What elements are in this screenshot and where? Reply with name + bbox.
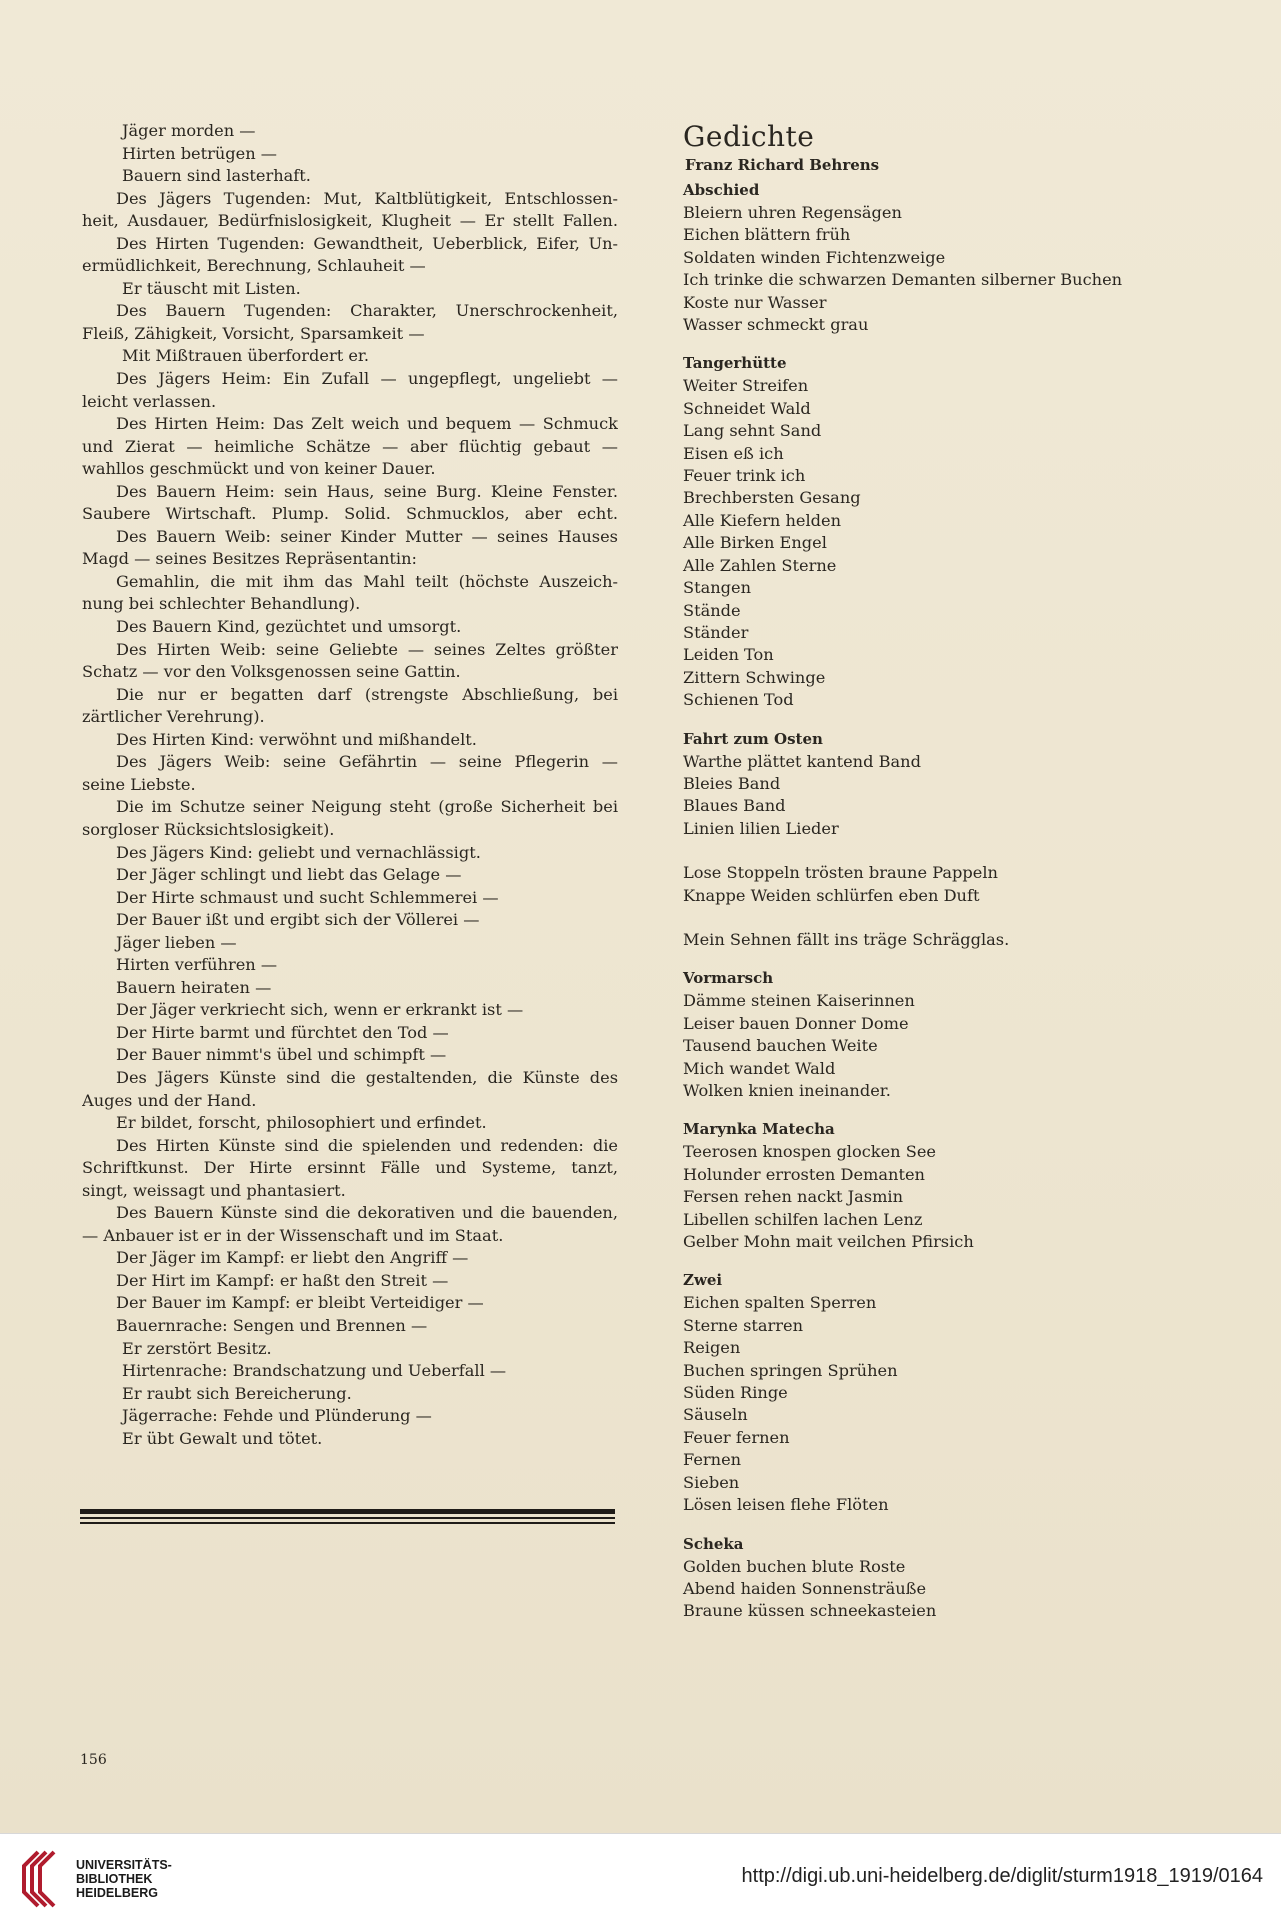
prose-line: wahllos geschmückt und von keiner Dauer. (82, 459, 436, 479)
prose-line: Bauern sind lasterhaft. (122, 166, 311, 186)
prose-line: heit, Ausdauer, Bedürfnislosigkeit, Klugheit — Er stellt Fallen. (82, 211, 618, 231)
poem (683, 727, 1203, 952)
prose-line: Er täuscht mit Listen. (122, 278, 301, 298)
poem-line: Feuer trink ich (683, 466, 806, 486)
prose-line: Auges und der Hand. (82, 1090, 257, 1110)
poem-line: Linien lilien Lieder (683, 818, 839, 838)
prose-line: Magd — seines Besitzes Repräsentantin: (82, 549, 417, 569)
poem-line: Bleiern uhren Regensägen (683, 203, 902, 222)
prose-line: Jägerrache: Fehde und Plünderung — (122, 1406, 432, 1426)
poem-line: Wolken knien ineinander. (683, 1081, 891, 1100)
prose-line: Der Bauer im Kampf: er bleibt Verteidiger — (116, 1293, 484, 1313)
poem-line: Reigen (683, 1338, 741, 1358)
poem-title: Scheka (683, 1534, 744, 1553)
poem (683, 1532, 1203, 1623)
prose-line: Hirten verführen — (116, 955, 278, 975)
poem-line: Eichen blättern früh (683, 225, 851, 245)
page-number: 156 (80, 1752, 107, 1768)
prose-line: Des Bauern Heim: sein Haus, seine Burg. Kleine Fenster. (116, 481, 618, 501)
poem-line: Schienen Tod (683, 690, 794, 710)
prose-line: Saubere Wirtschaft. Plump. Solid. Schmucklos, aber echt. (82, 504, 618, 524)
prose-line: Des Hirten Künste sind die spielenden und redenden: die (116, 1135, 618, 1155)
poem-line: Buchen springen Sprühen (683, 1360, 898, 1380)
poem-title: Fahrt zum Osten (683, 729, 823, 748)
poem-line: Lose Stoppeln trösten braune Pappeln (683, 863, 998, 883)
stanza-gap (683, 840, 1203, 862)
poem-line: Lang sehnt Sand (683, 421, 822, 441)
poem-line: Weiter Streifen (683, 376, 809, 396)
prose-line: sorgloser Rücksichtslosigkeit). (82, 819, 335, 839)
poem-line: Fernen (683, 1450, 742, 1470)
prose-line: und Zierat — heimliche Schätze — aber flüchtig gebaut — (82, 436, 618, 456)
footer-bar (0, 1833, 1281, 1924)
section-title: Gedichte (683, 120, 815, 153)
poem-line: Süden Ringe (683, 1383, 788, 1403)
poem-line: Gelber Mohn mait veilchen Pfirsich (683, 1232, 974, 1252)
poem-line: Feuer fernen (683, 1427, 790, 1447)
poem-line: Wasser schmeckt grau (683, 315, 869, 335)
poem-line: Leiser bauen Donner Dome (683, 1013, 909, 1033)
poem-line: Lösen leisen flehe Flöten (683, 1495, 889, 1515)
poem-line: Schneidet Wald (683, 398, 811, 418)
prose-line: Bauernrache: Sengen und Brennen — (116, 1315, 428, 1335)
prose-line: Des Bauern Künste sind die dekorativen und die bauenden, (116, 1203, 618, 1223)
prose-line: Des Jägers Kind: geliebt und vernachlässigt. (116, 842, 481, 862)
poem-title: Marynka Matecha (683, 1120, 835, 1139)
prose-line: Er zerstört Besitz. (122, 1338, 272, 1358)
prose-line: Mit Mißtrauen überfordert er. (122, 346, 370, 366)
prose-line: Schriftkunst. Der Hirte ersinnt Fälle und Systeme, tanzt, (82, 1158, 618, 1178)
prose-line: Des Hirten Weib: seine Geliebte — seines Zeltes größter (116, 639, 618, 659)
poem-line: Bleies Band (683, 773, 781, 793)
prose-line: zärtlicher Verehrung). (82, 707, 265, 727)
poem-title: Tangerhütte (683, 354, 787, 373)
poem-title: Abschied (683, 181, 760, 199)
poem-line: Abend haiden Sonnensträuße (683, 1578, 927, 1598)
prose-line: Des Hirten Tugenden: Gewandtheit, Ueberblick, Eifer, Un- (116, 233, 618, 253)
prose-line: Der Hirt im Kampf: er haßt den Streit — (116, 1270, 449, 1290)
prose-line: Des Hirten Heim: Das Zelt weich und bequem — Schmuck (116, 414, 618, 434)
poem-line: Koste nur Wasser (683, 292, 827, 312)
poem-line: Brechbersten Gesang (683, 488, 861, 508)
poem-line: Fersen rehen nackt Jasmin (683, 1187, 904, 1207)
prose-line: Des Hirten Kind: verwöhnt und mißhandelt. (116, 729, 477, 749)
poem-line: Säuseln (683, 1405, 748, 1425)
prose-line: Jäger morden — (122, 121, 256, 140)
poem-line: Sieben (683, 1472, 740, 1492)
prose-line: Der Jäger im Kampf: er liebt den Angriff — (116, 1248, 469, 1268)
poem-line: Leiden Ton (683, 645, 774, 665)
poem-line: Dämme steinen Kaiserinnen (683, 991, 915, 1011)
prose-line: Des Bauern Kind, gezüchtet und umsorgt. (116, 617, 462, 637)
poem-line: Eisen eß ich (683, 443, 784, 463)
prose-line: Des Bauern Tugenden: Charakter, Unerschrockenheit, (116, 301, 618, 321)
prose-line: Der Bauer ißt und ergibt sich der Völlerei — (116, 910, 480, 930)
prose-line: Bauern heiraten — (116, 977, 272, 997)
prose-line: Der Bauer nimmt's übel und schimpft — (116, 1045, 447, 1065)
prose-line: Er übt Gewalt und tötet. (122, 1428, 323, 1448)
prose-line: Die im Schutze seiner Neigung steht (große Sicherheit bei (116, 797, 618, 817)
library-logo-icon (16, 1848, 68, 1908)
prose-line: Fleiß, Zähigkeit, Vorsicht, Sparsamkeit — (82, 323, 425, 343)
prose-line: Der Hirte barmt und fürchtet den Tod — (116, 1022, 449, 1042)
stanza-gap (683, 907, 1203, 929)
prose-line: Des Jägers Künste sind die gestaltenden, die Künste des (116, 1067, 618, 1087)
poem-line: Stangen (683, 578, 752, 598)
prose-line: Er bildet, forscht, philosophiert und erfindet. (116, 1113, 487, 1133)
poem-line: Soldaten winden Fichtenzweige (683, 247, 946, 267)
prose-line: Des Bauern Weib: seiner Kinder Mutter — seines Hauses (116, 526, 618, 546)
poem-line: Eichen spalten Sperren (683, 1293, 877, 1313)
prose-line: Hirten betrügen — (122, 143, 277, 163)
poem-title: Vormarsch (683, 969, 774, 988)
poem (683, 966, 1203, 1102)
source-url[interactable]: http://digi.ub.uni-heidelberg.de/diglit/sturm1918_1919/0164 (741, 1865, 1263, 1887)
prose-column (82, 120, 618, 1450)
poems-column (683, 120, 1203, 1638)
prose-line: leicht verlassen. (82, 391, 217, 411)
prose-line: Jäger lieben — (116, 932, 237, 952)
poem-line: Braune küssen schneekasteien (683, 1601, 937, 1621)
poem-line: Golden buchen blute Roste (683, 1556, 906, 1576)
poem-line: Mich wandet Wald (683, 1058, 836, 1078)
prose-line: Der Jäger schlingt und liebt das Gelage — (116, 865, 462, 885)
prose-line: Die nur er begatten darf (strengste Abschließung, bei (116, 684, 618, 704)
poem-line: Warthe plättet kantend Band (683, 751, 921, 771)
prose-line: ermüdlichkeit, Berechnung, Schlauheit — (82, 256, 426, 276)
poem-line: Alle Zahlen Sterne (683, 555, 837, 575)
library-name: UNIVERSITÄTS- BIBLIOTHEK HEIDELBERG (76, 1858, 172, 1900)
poem-line: Stände (683, 600, 741, 620)
prose-line: Hirtenrache: Brandschatzung und Ueberfall — (122, 1361, 507, 1381)
prose-line: Schatz — vor den Volksgenossen seine Gattin. (82, 662, 461, 682)
prose-line: seine Liebste. (82, 774, 196, 794)
poem (683, 1268, 1203, 1516)
prose-line: — Anbauer ist er in der Wissenschaft und im Staat. (82, 1225, 504, 1245)
prose-line: Er raubt sich Bereicherung. (122, 1383, 352, 1403)
poem-line: Zittern Schwinge (683, 667, 826, 687)
prose-line: Des Jägers Tugenden: Mut, Kaltblütigkeit, Entschlossen- (116, 188, 618, 208)
section-divider (80, 1509, 615, 1527)
poem (683, 351, 1203, 711)
poem (683, 1117, 1203, 1253)
poem-line: Alle Birken Engel (683, 533, 827, 553)
prose-line: Des Jägers Heim: Ein Zufall — ungepflegt, ungeliebt — (116, 369, 618, 389)
poem-list (683, 178, 1203, 1623)
poem-title: Zwei (683, 1271, 723, 1290)
poem-line: Alle Kiefern helden (683, 510, 842, 530)
poem-line: Tausend bauchen Weite (683, 1036, 878, 1056)
poem (683, 178, 1203, 336)
poem-line: Libellen schilfen lachen Lenz (683, 1209, 923, 1229)
poem-line: Teerosen knospen glocken See (683, 1142, 936, 1162)
prose-line: singt, weissagt und phantasiert. (82, 1180, 346, 1200)
prose-line: Der Jäger verkriecht sich, wenn er erkrankt ist — (116, 1000, 524, 1020)
poem-line: Holunder errosten Demanten (683, 1164, 925, 1184)
poem-line: Mein Sehnen fällt ins träge Schrägglas. (683, 929, 1010, 949)
prose-line: Der Hirte schmaust und sucht Schlemmerei — (116, 887, 499, 907)
poem-line: Blaues Band (683, 796, 786, 816)
prose-line: Des Jägers Weib: seine Gefährtin — seine Pflegerin — (116, 752, 618, 772)
poem-line: Knappe Weiden schlürfen eben Duft (683, 885, 980, 905)
prose-line: Gemahlin, die mit ihm das Mahl teilt (höchste Auszeich- (116, 571, 618, 591)
poem-line: Ich trinke die schwarzen Demanten silberner Buchen (683, 270, 1123, 290)
poem-line: Sterne starren (683, 1315, 804, 1335)
author-name: Franz Richard Behrens (685, 156, 880, 174)
prose-line: nung bei schlechter Behandlung). (82, 594, 361, 614)
poem-line: Ständer (683, 622, 749, 642)
